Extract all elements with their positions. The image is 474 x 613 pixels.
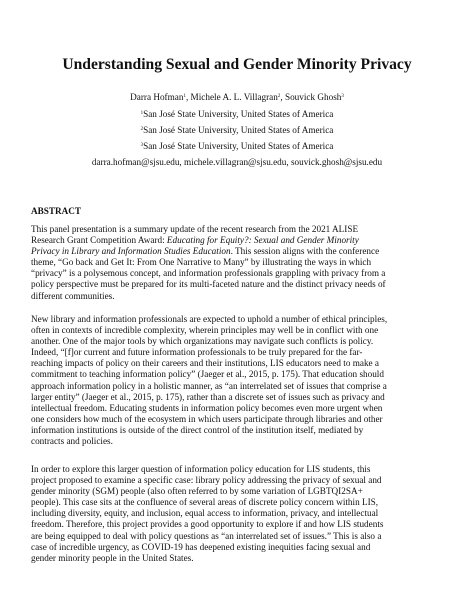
affiliation-mark: 3: [140, 143, 144, 148]
text-line: different communities.: [31, 290, 115, 301]
abstract-paragraph-1: [31, 224, 444, 302]
text-line: approach information policy in a holistic manner, as “an interrelated set of issues that comprise a: [31, 380, 387, 391]
text-line: are being equipped to deal with policy questions as “an interrelated set of issues.” This is also a: [31, 530, 382, 541]
italic-title-run: Educating for Equity?: Sexual and Gender Minority: [166, 235, 359, 246]
affiliation-mark: 3: [341, 94, 344, 99]
affiliation: [0, 106, 474, 122]
author-name: Michele A. L. Villagran: [190, 92, 278, 102]
affiliation-mark: 1: [140, 111, 144, 116]
author-name: Souvick Ghosh: [284, 92, 342, 102]
abstract-heading: ABSTRACT: [31, 206, 82, 216]
text-line: another. One of the major tools by which organizations may navigate such conflicts is policy.: [31, 336, 374, 347]
text-line: Indeed, “[f]or current and future information professionals to be truly prepared for the far-: [31, 347, 363, 358]
author-separator: ,: [185, 92, 191, 102]
author-block: [0, 88, 474, 170]
text-line: freedom. Therefore, this project provides a good opportunity to explore if and how LIS students: [31, 519, 384, 530]
text-line: people). This case sits at the confluence of several areas of discrete policy concern within LIS,: [31, 497, 379, 508]
text-line: information institutions is outside of the direct control of the institution itself, mediated by: [31, 424, 364, 435]
text-line: project proposed to examine a specific case: library policy addressing the privacy of sexual and: [31, 475, 382, 486]
paper-title: Understanding Sexual and Gender Minority Privacy: [62, 56, 412, 73]
text-line: New library and information professionals are expected to uphold a number of ethical principles,: [31, 314, 388, 324]
affiliation-mark: 2: [140, 127, 144, 132]
body-paragraph-3: [31, 464, 444, 564]
text-line: “privacy” is a polysemous concept, and information professionals grappling with privacy from a: [31, 268, 386, 279]
text-line: case of incredible urgency, as COVID-19 has deepened existing inequities facing sexual and: [31, 541, 371, 552]
text-line: one considers how much of the ecosystem in which users participate through libraries and other: [31, 413, 383, 424]
author-list: [0, 88, 474, 106]
text-line: [31, 235, 444, 246]
affiliation: [0, 122, 474, 138]
affiliation-text: San José State University, United States of America: [143, 125, 334, 135]
affiliation-text: San José State University, United States of America: [143, 109, 334, 119]
affiliation: [0, 138, 474, 154]
affiliation-mark: 2: [277, 94, 281, 99]
text-line: [31, 246, 444, 257]
text-line: gender minority people in the United States.: [31, 552, 194, 563]
text-line: theme, “Go back and Get It: From One Narrative to Many” by illustrating the ways in which: [31, 257, 372, 268]
author-separator: ,: [280, 92, 285, 102]
text-line: often in contexts of incredible complexity, wherein principles may well be in conflict with one: [31, 325, 379, 336]
affiliation-mark: 1: [183, 94, 186, 99]
text-line: This panel presentation is a summary update of the recent research from the 2021 ALISE: [31, 224, 359, 234]
author-emails: darra.hofman@sjsu.edu, michele.villagran@sjsu.edu, souvick.ghosh@sjsu.edu: [91, 157, 383, 167]
text-run: Research Grant Competition Award:: [31, 235, 167, 246]
affiliation-text: San José State University, United States of America: [143, 141, 334, 151]
body-paragraph-2: [31, 314, 444, 447]
author-name: Darra Hofman: [130, 92, 184, 102]
text-line: policy perspective must be prepared for its multi-faceted nature and the distinct privacy needs of: [31, 279, 386, 290]
text-run: . This session aligns with the conference: [230, 246, 380, 257]
text-line: larger entity” (Jaeger et al., 2015, p. 175), rather than a discrete set of issues such as privacy and: [31, 391, 385, 402]
italic-title-run: Privacy in Library and Information Studies Education: [31, 246, 231, 257]
text-line: In order to explore this larger question of information policy education for LIS students, this: [31, 464, 371, 474]
text-line: including diversity, equity, and inclusion, equal access to information, privacy, and intellectual: [31, 508, 379, 519]
text-line: reaching impacts of policy on their careers and their institutions, LIS educators need to make a: [31, 358, 379, 369]
text-line: commitment to teaching information policy” (Jaeger et al., 2015, p. 175). That education should: [31, 369, 384, 380]
text-line: contracts and policies.: [31, 436, 113, 447]
text-line: intellectual freedom. Educating students in information policy becomes even more urgent when: [31, 402, 383, 413]
text-line: gender minority (SGM) people (also often referred to by some variation of LGBTQI2SA+: [31, 486, 363, 497]
